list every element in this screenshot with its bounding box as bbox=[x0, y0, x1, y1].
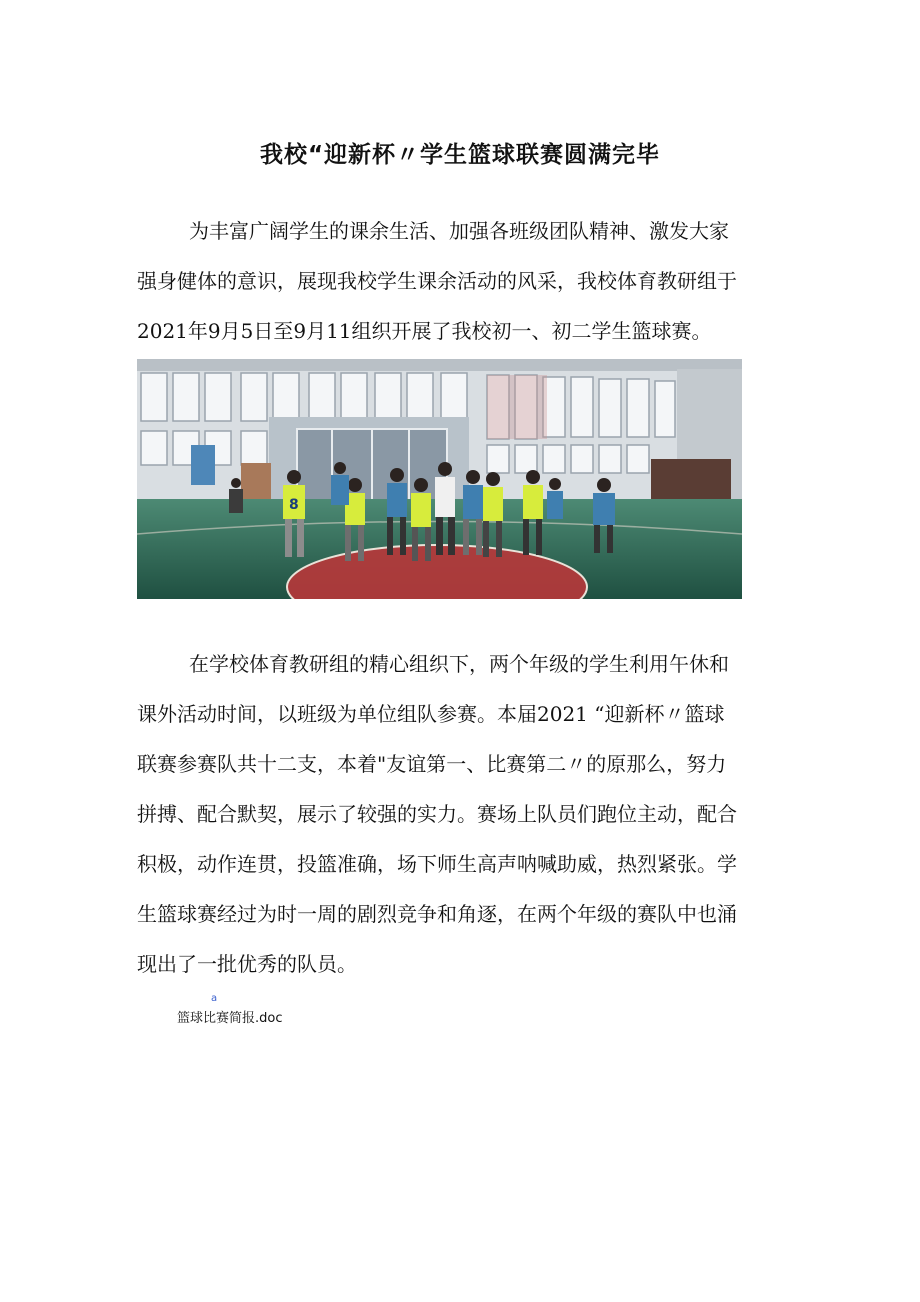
paragraph-line: 在学校体育教研组的精心组织下，两个年级的学生利用午休和 bbox=[189, 652, 729, 676]
paragraph-line: 现出了一批优秀的队员。 bbox=[137, 952, 357, 976]
attachment-filename[interactable]: 篮球比赛简报.doc bbox=[177, 1011, 283, 1026]
paragraph-line: 强身健体的意识，展现我校学生课余活动的风采，我校体育教研组于 bbox=[137, 269, 737, 293]
paragraph-line: 拼搏、配合默契，展示了较强的实力。赛场上队员们跑位主动，配合 bbox=[137, 802, 737, 826]
body-paragraph bbox=[137, 639, 785, 989]
paragraph-line: 为丰富广阔学生的课余生活、加强各班级团队精神、激发大家 bbox=[189, 219, 729, 243]
page-title: 我校“迎新杯〃学生篮球联赛圆满完毕 bbox=[259, 142, 661, 168]
basketball-game-photo bbox=[137, 359, 742, 599]
paragraph-line: 课外活动时间，以班级为单位组队参赛。本届2021 “迎新杯〃篮球 bbox=[137, 702, 725, 726]
attachment-icon[interactable]: a bbox=[211, 993, 218, 1004]
jersey-number: 8 bbox=[289, 497, 299, 513]
paragraph-line: 2021年9月5日至9月11组织开展了我校初一、初二学生篮球赛。 bbox=[137, 319, 712, 343]
intro-paragraph bbox=[137, 206, 785, 356]
paragraph-line: 联赛参赛队共十二支，本着"友谊第一、比赛第二〃的原那么，努力 bbox=[137, 752, 727, 776]
paragraph-line: 生篮球赛经过为时一周的剧烈竞争和角逐，在两个年级的赛队中也涌 bbox=[137, 902, 737, 926]
paragraph-line: 积极，动作连贯，投篮准确，场下师生高声呐喊助威，热烈紧张。学 bbox=[137, 852, 737, 876]
